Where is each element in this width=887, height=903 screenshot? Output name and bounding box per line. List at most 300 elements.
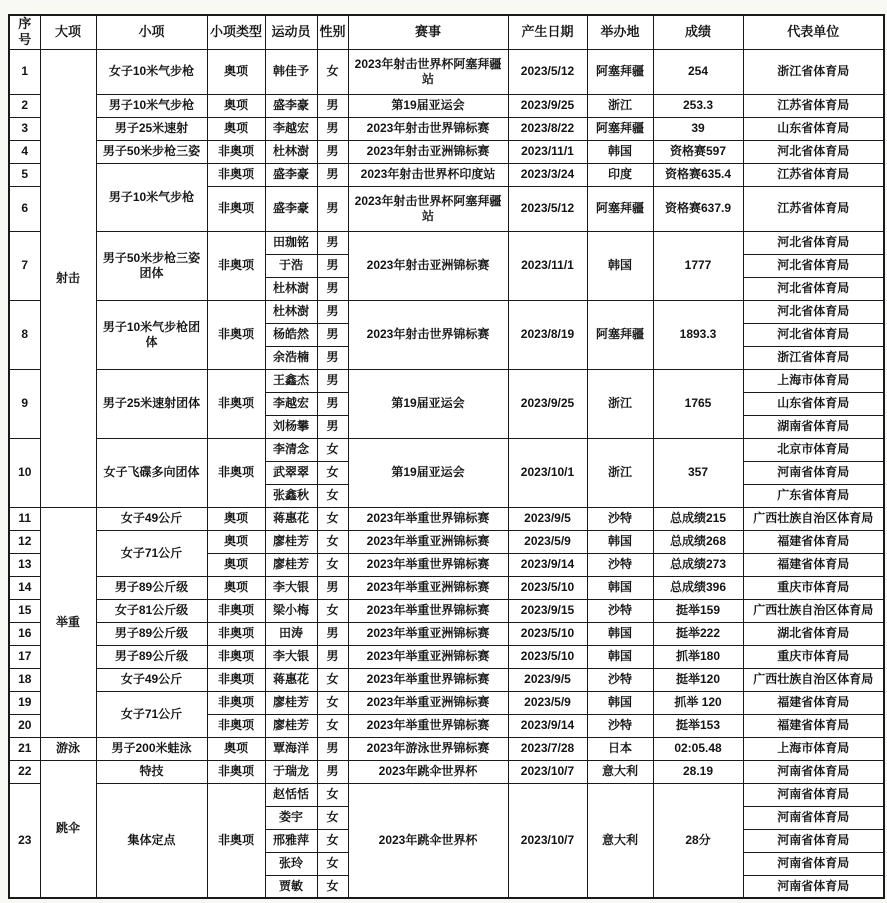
table-row bbox=[9, 438, 884, 461]
cell-date: 2023/9/5 bbox=[508, 507, 587, 530]
cell-event: 男子10米气步枪 bbox=[96, 94, 207, 117]
cell-no: 15 bbox=[9, 599, 40, 622]
cell-competition: 2023年射击世界锦标赛 bbox=[348, 117, 508, 140]
cell-athlete: 杜林澍 bbox=[265, 300, 317, 323]
cell-gender: 男 bbox=[317, 163, 348, 186]
column-header-type: 小项类型 bbox=[207, 15, 265, 49]
cell-no: 5 bbox=[9, 163, 40, 186]
cell-unit: 河南省体育局 bbox=[743, 852, 884, 875]
cell-unit: 江苏省体育局 bbox=[743, 163, 884, 186]
cell-date: 2023/7/28 bbox=[508, 737, 587, 760]
cell-unit: 河南省体育局 bbox=[743, 875, 884, 898]
cell-event: 男子200米蛙泳 bbox=[96, 737, 207, 760]
table-body bbox=[9, 49, 884, 898]
table-row bbox=[9, 576, 884, 599]
cell-unit: 河北省体育局 bbox=[743, 323, 884, 346]
cell-date: 2023/9/14 bbox=[508, 553, 587, 576]
cell-score: 挺举159 bbox=[653, 599, 743, 622]
cell-unit: 重庆市体育局 bbox=[743, 645, 884, 668]
cell-unit: 广西壮族自治区体育局 bbox=[743, 599, 884, 622]
cell-date: 2023/5/10 bbox=[508, 622, 587, 645]
table-row bbox=[9, 691, 884, 714]
cell-unit: 山东省体育局 bbox=[743, 392, 884, 415]
cell-event: 女子49公斤 bbox=[96, 507, 207, 530]
cell-unit: 福建省体育局 bbox=[743, 714, 884, 737]
cell-type: 奥项 bbox=[207, 576, 265, 599]
cell-location: 意大利 bbox=[587, 760, 653, 783]
cell-unit: 湖南省体育局 bbox=[743, 415, 884, 438]
header-row bbox=[9, 15, 884, 49]
cell-type: 非奥项 bbox=[207, 668, 265, 691]
cell-score: 253.3 bbox=[653, 94, 743, 117]
cell-unit: 重庆市体育局 bbox=[743, 576, 884, 599]
cell-date: 2023/5/9 bbox=[508, 691, 587, 714]
cell-unit: 湖北省体育局 bbox=[743, 622, 884, 645]
cell-type: 非奥项 bbox=[207, 760, 265, 783]
cell-competition: 2023年举重世界锦标赛 bbox=[348, 553, 508, 576]
cell-competition: 2023年射击世界杯阿塞拜疆站 bbox=[348, 49, 508, 94]
cell-score: 1893.3 bbox=[653, 300, 743, 369]
cell-no: 18 bbox=[9, 668, 40, 691]
table-row bbox=[9, 530, 884, 553]
cell-score: 资格赛637.9 bbox=[653, 186, 743, 231]
cell-event: 女子71公斤 bbox=[96, 691, 207, 737]
cell-unit: 福建省体育局 bbox=[743, 691, 884, 714]
cell-athlete: 廖桂芳 bbox=[265, 530, 317, 553]
cell-score: 28分 bbox=[653, 783, 743, 898]
cell-no: 9 bbox=[9, 369, 40, 438]
cell-gender: 男 bbox=[317, 346, 348, 369]
cell-type: 非奥项 bbox=[207, 438, 265, 507]
cell-athlete: 李大银 bbox=[265, 645, 317, 668]
cell-unit: 河南省体育局 bbox=[743, 461, 884, 484]
cell-date: 2023/5/12 bbox=[508, 186, 587, 231]
table-row bbox=[9, 760, 884, 783]
cell-gender: 女 bbox=[317, 714, 348, 737]
cell-competition: 第19届亚运会 bbox=[348, 369, 508, 438]
cell-no: 16 bbox=[9, 622, 40, 645]
cell-no: 11 bbox=[9, 507, 40, 530]
cell-athlete: 蒋惠花 bbox=[265, 507, 317, 530]
cell-no: 14 bbox=[9, 576, 40, 599]
cell-location: 韩国 bbox=[587, 691, 653, 714]
cell-unit: 广西壮族自治区体育局 bbox=[743, 668, 884, 691]
cell-competition: 2023年射击世界杯阿塞拜疆站 bbox=[348, 186, 508, 231]
column-header-no: 序号 bbox=[9, 15, 40, 49]
cell-competition: 2023年射击亚洲锦标赛 bbox=[348, 231, 508, 300]
cell-athlete: 李大银 bbox=[265, 576, 317, 599]
cell-gender: 男 bbox=[317, 760, 348, 783]
cell-athlete: 田涛 bbox=[265, 622, 317, 645]
cell-event: 男子89公斤级 bbox=[96, 576, 207, 599]
cell-location: 沙特 bbox=[587, 553, 653, 576]
cell-competition: 2023年举重亚洲锦标赛 bbox=[348, 530, 508, 553]
cell-event: 男子89公斤级 bbox=[96, 645, 207, 668]
cell-athlete: 张鑫秋 bbox=[265, 484, 317, 507]
cell-athlete: 杜林澍 bbox=[265, 277, 317, 300]
cell-score: 挺举222 bbox=[653, 622, 743, 645]
cell-unit: 河南省体育局 bbox=[743, 760, 884, 783]
cell-score: 39 bbox=[653, 117, 743, 140]
cell-gender: 女 bbox=[317, 530, 348, 553]
cell-date: 2023/9/25 bbox=[508, 369, 587, 438]
cell-no: 2 bbox=[9, 94, 40, 117]
cell-gender: 女 bbox=[317, 599, 348, 622]
table-row bbox=[9, 231, 884, 254]
cell-athlete: 廖桂芳 bbox=[265, 691, 317, 714]
cell-athlete: 田珈铭 bbox=[265, 231, 317, 254]
cell-gender: 女 bbox=[317, 49, 348, 94]
cell-athlete: 于浩 bbox=[265, 254, 317, 277]
cell-type: 非奥项 bbox=[207, 231, 265, 300]
column-header-gender: 性别 bbox=[317, 15, 348, 49]
table-row bbox=[9, 369, 884, 392]
cell-event: 男子10米气步枪团体 bbox=[96, 300, 207, 369]
cell-gender: 女 bbox=[317, 668, 348, 691]
cell-score: 总成绩215 bbox=[653, 507, 743, 530]
table-row bbox=[9, 94, 884, 117]
cell-gender: 男 bbox=[317, 323, 348, 346]
cell-type: 奥项 bbox=[207, 507, 265, 530]
cell-athlete: 蒋惠花 bbox=[265, 668, 317, 691]
cell-competition: 2023年举重亚洲锦标赛 bbox=[348, 691, 508, 714]
cell-gender: 男 bbox=[317, 231, 348, 254]
cell-no: 8 bbox=[9, 300, 40, 369]
table-row bbox=[9, 668, 884, 691]
cell-gender: 男 bbox=[317, 300, 348, 323]
cell-date: 2023/11/1 bbox=[508, 140, 587, 163]
cell-athlete: 武翠翠 bbox=[265, 461, 317, 484]
cell-date: 2023/3/24 bbox=[508, 163, 587, 186]
cell-type: 非奥项 bbox=[207, 369, 265, 438]
cell-location: 阿塞拜疆 bbox=[587, 186, 653, 231]
cell-athlete: 贾敏 bbox=[265, 875, 317, 898]
cell-event: 女子81公斤级 bbox=[96, 599, 207, 622]
cell-no: 1 bbox=[9, 49, 40, 94]
cell-score: 总成绩396 bbox=[653, 576, 743, 599]
cell-athlete: 韩佳予 bbox=[265, 49, 317, 94]
cell-athlete: 余浩楠 bbox=[265, 346, 317, 369]
cell-athlete: 盛李豪 bbox=[265, 94, 317, 117]
table-header bbox=[9, 15, 884, 49]
cell-date: 2023/5/10 bbox=[508, 576, 587, 599]
cell-location: 沙特 bbox=[587, 599, 653, 622]
cell-date: 2023/9/14 bbox=[508, 714, 587, 737]
cell-type: 奥项 bbox=[207, 117, 265, 140]
cell-gender: 男 bbox=[317, 94, 348, 117]
cell-type: 奥项 bbox=[207, 553, 265, 576]
cell-score: 总成绩268 bbox=[653, 530, 743, 553]
cell-gender: 男 bbox=[317, 622, 348, 645]
cell-type: 奥项 bbox=[207, 737, 265, 760]
cell-athlete: 李清念 bbox=[265, 438, 317, 461]
cell-competition: 2023年举重亚洲锦标赛 bbox=[348, 622, 508, 645]
cell-unit: 江苏省体育局 bbox=[743, 94, 884, 117]
cell-date: 2023/10/1 bbox=[508, 438, 587, 507]
cell-unit: 上海市体育局 bbox=[743, 369, 884, 392]
cell-athlete: 杨皓然 bbox=[265, 323, 317, 346]
cell-competition: 2023年跳伞世界杯 bbox=[348, 760, 508, 783]
cell-location: 阿塞拜疆 bbox=[587, 300, 653, 369]
cell-score: 02:05.48 bbox=[653, 737, 743, 760]
cell-date: 2023/11/1 bbox=[508, 231, 587, 300]
cell-type: 非奥项 bbox=[207, 186, 265, 231]
cell-competition: 2023年跳伞世界杯 bbox=[348, 783, 508, 898]
table-row bbox=[9, 49, 884, 94]
cell-athlete: 杜林澍 bbox=[265, 140, 317, 163]
cell-no: 4 bbox=[9, 140, 40, 163]
cell-athlete: 梁小梅 bbox=[265, 599, 317, 622]
cell-type: 非奥项 bbox=[207, 645, 265, 668]
table-row bbox=[9, 622, 884, 645]
cell-gender: 男 bbox=[317, 117, 348, 140]
cell-no: 7 bbox=[9, 231, 40, 300]
cell-event: 集体定点 bbox=[96, 783, 207, 898]
column-header-competition: 赛事 bbox=[348, 15, 508, 49]
cell-gender: 男 bbox=[317, 140, 348, 163]
cell-athlete: 廖桂芳 bbox=[265, 553, 317, 576]
cell-competition: 2023年举重世界锦标赛 bbox=[348, 507, 508, 530]
cell-date: 2023/5/10 bbox=[508, 645, 587, 668]
cell-type: 非奥项 bbox=[207, 714, 265, 737]
cell-no: 20 bbox=[9, 714, 40, 737]
cell-score: 1765 bbox=[653, 369, 743, 438]
cell-athlete: 盛李豪 bbox=[265, 163, 317, 186]
table-row bbox=[9, 737, 884, 760]
table-row bbox=[9, 599, 884, 622]
column-header-date: 产生日期 bbox=[508, 15, 587, 49]
cell-no: 22 bbox=[9, 760, 40, 783]
cell-no: 23 bbox=[9, 783, 40, 898]
cell-gender: 男 bbox=[317, 645, 348, 668]
cell-date: 2023/9/25 bbox=[508, 94, 587, 117]
cell-score: 挺举120 bbox=[653, 668, 743, 691]
cell-score: 资格赛635.4 bbox=[653, 163, 743, 186]
cell-no: 19 bbox=[9, 691, 40, 714]
cell-score: 28.19 bbox=[653, 760, 743, 783]
table-row bbox=[9, 645, 884, 668]
cell-athlete: 李越宏 bbox=[265, 392, 317, 415]
cell-gender: 女 bbox=[317, 806, 348, 829]
cell-event: 男子50米步枪三姿团体 bbox=[96, 231, 207, 300]
cell-location: 韩国 bbox=[587, 622, 653, 645]
cell-location: 韩国 bbox=[587, 231, 653, 300]
cell-gender: 女 bbox=[317, 829, 348, 852]
cell-athlete: 娄宇 bbox=[265, 806, 317, 829]
cell-event: 女子49公斤 bbox=[96, 668, 207, 691]
cell-event: 男子25米速射 bbox=[96, 117, 207, 140]
cell-no: 17 bbox=[9, 645, 40, 668]
cell-unit: 山东省体育局 bbox=[743, 117, 884, 140]
cell-competition: 2023年举重世界锦标赛 bbox=[348, 599, 508, 622]
cell-event: 男子89公斤级 bbox=[96, 622, 207, 645]
cell-gender: 男 bbox=[317, 392, 348, 415]
cell-unit: 广东省体育局 bbox=[743, 484, 884, 507]
cell-type: 非奥项 bbox=[207, 599, 265, 622]
cell-no: 13 bbox=[9, 553, 40, 576]
cell-unit: 浙江省体育局 bbox=[743, 49, 884, 94]
cell-athlete: 王鑫杰 bbox=[265, 369, 317, 392]
cell-gender: 女 bbox=[317, 875, 348, 898]
cell-unit: 广西壮族自治区体育局 bbox=[743, 507, 884, 530]
cell-date: 2023/10/7 bbox=[508, 783, 587, 898]
column-header-unit: 代表单位 bbox=[743, 15, 884, 49]
cell-event: 女子飞碟多向团体 bbox=[96, 438, 207, 507]
cell-unit: 河北省体育局 bbox=[743, 277, 884, 300]
cell-type: 非奥项 bbox=[207, 622, 265, 645]
cell-location: 浙江 bbox=[587, 94, 653, 117]
cell-athlete: 邢雅萍 bbox=[265, 829, 317, 852]
cell-event: 男子50米步枪三姿 bbox=[96, 140, 207, 163]
cell-unit: 河南省体育局 bbox=[743, 829, 884, 852]
cell-sport: 射击 bbox=[40, 49, 96, 507]
cell-competition: 第19届亚运会 bbox=[348, 438, 508, 507]
cell-unit: 福建省体育局 bbox=[743, 553, 884, 576]
cell-date: 2023/5/12 bbox=[508, 49, 587, 94]
cell-location: 阿塞拜疆 bbox=[587, 49, 653, 94]
cell-location: 韩国 bbox=[587, 140, 653, 163]
cell-athlete: 盛李豪 bbox=[265, 186, 317, 231]
cell-date: 2023/5/9 bbox=[508, 530, 587, 553]
cell-sport: 游泳 bbox=[40, 737, 96, 760]
table-row bbox=[9, 783, 884, 806]
cell-unit: 河南省体育局 bbox=[743, 806, 884, 829]
cell-unit: 上海市体育局 bbox=[743, 737, 884, 760]
cell-gender: 男 bbox=[317, 254, 348, 277]
cell-no: 12 bbox=[9, 530, 40, 553]
cell-competition: 第19届亚运会 bbox=[348, 94, 508, 117]
cell-location: 韩国 bbox=[587, 530, 653, 553]
cell-event: 男子25米速射团体 bbox=[96, 369, 207, 438]
cell-gender: 男 bbox=[317, 415, 348, 438]
column-header-event: 小项 bbox=[96, 15, 207, 49]
cell-type: 非奥项 bbox=[207, 300, 265, 369]
cell-unit: 河北省体育局 bbox=[743, 300, 884, 323]
cell-athlete: 覃海洋 bbox=[265, 737, 317, 760]
cell-location: 浙江 bbox=[587, 438, 653, 507]
cell-event: 特技 bbox=[96, 760, 207, 783]
cell-unit: 河南省体育局 bbox=[743, 783, 884, 806]
cell-date: 2023/10/7 bbox=[508, 760, 587, 783]
table-row bbox=[9, 507, 884, 530]
cell-gender: 女 bbox=[317, 484, 348, 507]
cell-type: 非奥项 bbox=[207, 691, 265, 714]
cell-sport: 跳伞 bbox=[40, 760, 96, 898]
cell-unit: 河北省体育局 bbox=[743, 140, 884, 163]
cell-event: 男子10米气步枪 bbox=[96, 163, 207, 231]
cell-gender: 女 bbox=[317, 507, 348, 530]
cell-athlete: 廖桂芳 bbox=[265, 714, 317, 737]
cell-type: 奥项 bbox=[207, 49, 265, 94]
cell-location: 浙江 bbox=[587, 369, 653, 438]
cell-gender: 男 bbox=[317, 369, 348, 392]
cell-gender: 女 bbox=[317, 438, 348, 461]
column-header-sport: 大项 bbox=[40, 15, 96, 49]
cell-no: 6 bbox=[9, 186, 40, 231]
cell-unit: 北京市体育局 bbox=[743, 438, 884, 461]
cell-date: 2023/9/5 bbox=[508, 668, 587, 691]
cell-date: 2023/8/22 bbox=[508, 117, 587, 140]
cell-competition: 2023年游泳世界锦标赛 bbox=[348, 737, 508, 760]
column-header-athlete: 运动员 bbox=[265, 15, 317, 49]
table-row bbox=[9, 300, 884, 323]
records-table-container bbox=[8, 14, 885, 899]
cell-location: 阿塞拜疆 bbox=[587, 117, 653, 140]
cell-event: 女子71公斤 bbox=[96, 530, 207, 576]
cell-type: 奥项 bbox=[207, 94, 265, 117]
cell-no: 21 bbox=[9, 737, 40, 760]
cell-athlete: 张玲 bbox=[265, 852, 317, 875]
column-header-location: 举办地 bbox=[587, 15, 653, 49]
cell-no: 3 bbox=[9, 117, 40, 140]
table-row bbox=[9, 140, 884, 163]
cell-gender: 女 bbox=[317, 852, 348, 875]
cell-athlete: 刘杨攀 bbox=[265, 415, 317, 438]
cell-type: 非奥项 bbox=[207, 783, 265, 898]
cell-athlete: 赵恬恬 bbox=[265, 783, 317, 806]
cell-score: 1777 bbox=[653, 231, 743, 300]
cell-date: 2023/8/19 bbox=[508, 300, 587, 369]
cell-location: 意大利 bbox=[587, 783, 653, 898]
cell-competition: 2023年举重世界锦标赛 bbox=[348, 668, 508, 691]
cell-athlete: 于瑞龙 bbox=[265, 760, 317, 783]
cell-type: 非奥项 bbox=[207, 163, 265, 186]
cell-gender: 男 bbox=[317, 277, 348, 300]
cell-gender: 男 bbox=[317, 576, 348, 599]
cell-unit: 江苏省体育局 bbox=[743, 186, 884, 231]
cell-competition: 2023年射击世界锦标赛 bbox=[348, 300, 508, 369]
cell-location: 韩国 bbox=[587, 576, 653, 599]
cell-score: 挺举153 bbox=[653, 714, 743, 737]
cell-gender: 女 bbox=[317, 783, 348, 806]
cell-location: 沙特 bbox=[587, 507, 653, 530]
cell-type: 非奥项 bbox=[207, 140, 265, 163]
cell-location: 印度 bbox=[587, 163, 653, 186]
cell-athlete: 李越宏 bbox=[265, 117, 317, 140]
cell-unit: 河北省体育局 bbox=[743, 231, 884, 254]
cell-location: 沙特 bbox=[587, 668, 653, 691]
cell-score: 总成绩273 bbox=[653, 553, 743, 576]
cell-competition: 2023年射击亚洲锦标赛 bbox=[348, 140, 508, 163]
cell-location: 日本 bbox=[587, 737, 653, 760]
cell-date: 2023/9/15 bbox=[508, 599, 587, 622]
cell-score: 资格赛597 bbox=[653, 140, 743, 163]
cell-unit: 河北省体育局 bbox=[743, 254, 884, 277]
cell-event: 女子10米气步枪 bbox=[96, 49, 207, 94]
cell-type: 奥项 bbox=[207, 530, 265, 553]
table-row bbox=[9, 163, 884, 186]
cell-competition: 2023年举重世界锦标赛 bbox=[348, 714, 508, 737]
cell-gender: 女 bbox=[317, 553, 348, 576]
table-row bbox=[9, 117, 884, 140]
cell-location: 韩国 bbox=[587, 645, 653, 668]
cell-competition: 2023年射击世界杯印度站 bbox=[348, 163, 508, 186]
cell-competition: 2023年举重亚洲锦标赛 bbox=[348, 645, 508, 668]
cell-gender: 男 bbox=[317, 737, 348, 760]
cell-score: 抓举180 bbox=[653, 645, 743, 668]
cell-score: 抓举 120 bbox=[653, 691, 743, 714]
cell-location: 沙特 bbox=[587, 714, 653, 737]
column-header-score: 成绩 bbox=[653, 15, 743, 49]
cell-unit: 福建省体育局 bbox=[743, 530, 884, 553]
cell-no: 10 bbox=[9, 438, 40, 507]
cell-competition: 2023年举重亚洲锦标赛 bbox=[348, 576, 508, 599]
cell-gender: 女 bbox=[317, 461, 348, 484]
cell-unit: 浙江省体育局 bbox=[743, 346, 884, 369]
cell-sport: 举重 bbox=[40, 507, 96, 737]
sports-records-table bbox=[8, 14, 885, 899]
cell-gender: 男 bbox=[317, 186, 348, 231]
